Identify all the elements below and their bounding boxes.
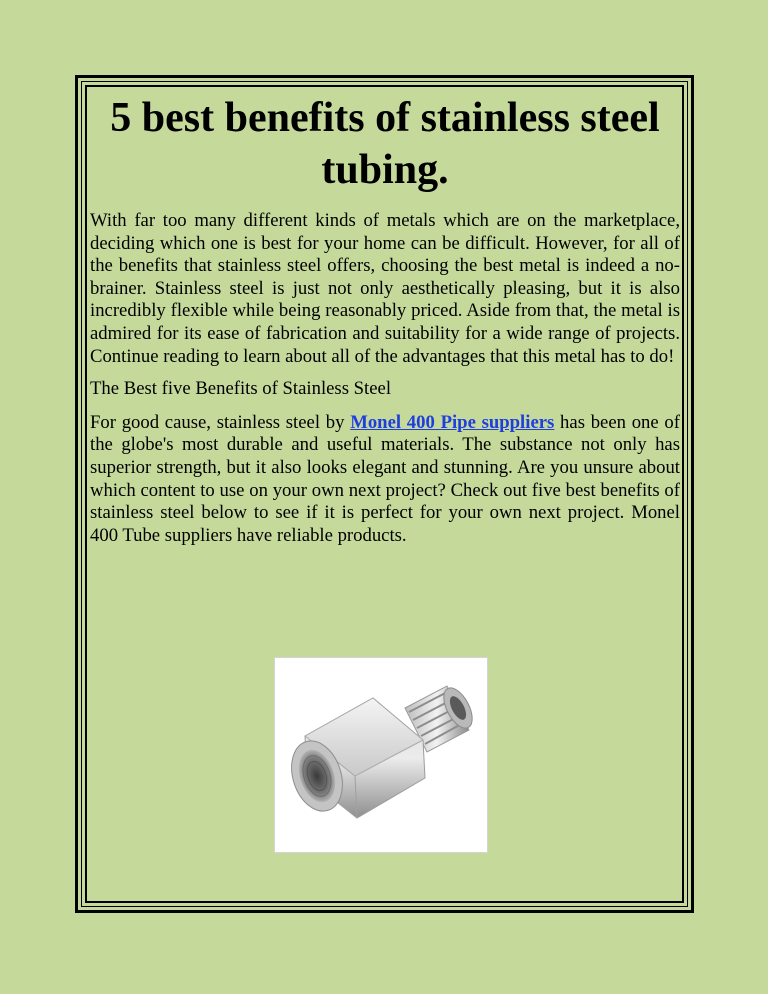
monel-pipe-suppliers-link[interactable]: Monel 400 Pipe suppliers (350, 411, 555, 433)
body-paragraph (90, 412, 680, 548)
steel-fitting-illustration (275, 658, 487, 852)
section-subheading: The Best five Benefits of Stainless Steel (90, 378, 392, 400)
product-image (274, 657, 488, 853)
intro-paragraph: With far too many different kinds of metals which are on the marketplace, deciding which one is best for your home can be difficult. However, for all of the benefits that stainless steel offers, choosing the best metal is indeed a no-brainer. Stainless steel is just not only aesthetically pleasing, but it is also incredibly flexible while being reasonably priced. Aside from that, the metal is admired for its ease of fabrication and suitability for a wide range of projects. Continue reading to learn about all of the advantages that this metal has to do! (90, 210, 680, 367)
document-title: 5 best benefits of stainless steel tubing. (110, 95, 660, 193)
document-content (90, 92, 680, 547)
body-text-after-link: has been one of the globe's most durable and useful materials. The substance not only has superior strength, but it also looks elegant and stunning. Are you unsure about which content to use on your own next project? Check out five best benefits of stainless steel below to see if it is perfect for your own next project. Monel 400 Tube suppliers have reliable products. (90, 411, 681, 546)
body-text-before-link: For good cause, stainless steel by (90, 411, 351, 433)
